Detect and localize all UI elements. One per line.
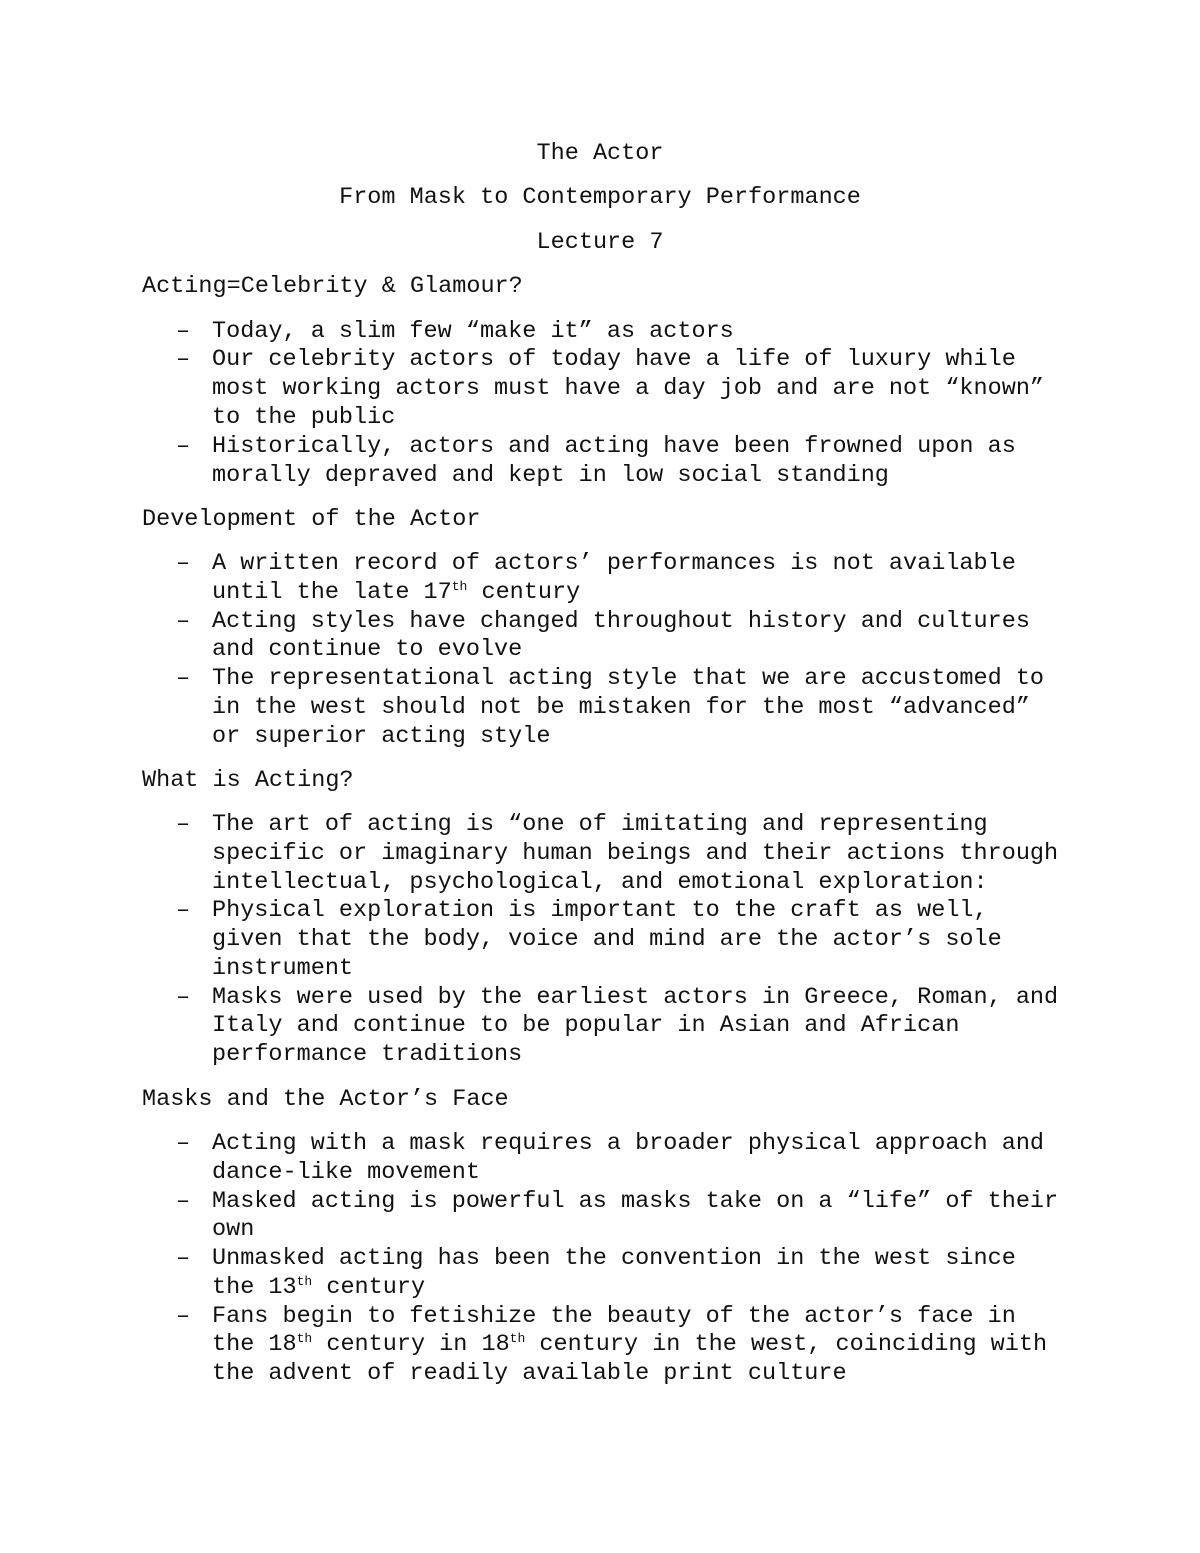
bullet-continuation: instrument bbox=[212, 955, 354, 982]
bullet-continuation: dance-like movement bbox=[212, 1159, 480, 1186]
bullet-continuation: specific or imaginary human beings and their actions through bbox=[212, 840, 1059, 867]
bullet-marker: – bbox=[176, 665, 191, 692]
bullet-marker: – bbox=[176, 984, 191, 1011]
bullet-item bbox=[176, 896, 988, 925]
bullet-marker: – bbox=[176, 433, 191, 460]
bullet-item bbox=[176, 317, 734, 346]
ordinal-superscript: th bbox=[509, 1331, 526, 1346]
bullet-marker: – bbox=[176, 1245, 191, 1272]
bullet-marker: – bbox=[176, 897, 191, 924]
bullet-marker: – bbox=[176, 550, 191, 577]
bullet-item bbox=[176, 1129, 1044, 1158]
bullet-text: The representational acting style that we are accustomed to bbox=[212, 665, 1045, 692]
bullet-marker: – bbox=[176, 346, 191, 373]
bullet-item bbox=[176, 810, 988, 839]
bullet-text: Masked acting is powerful as masks take on a “life” of their bbox=[212, 1188, 1059, 1215]
bullet-text: Masks were used by the earliest actors in Greece, Roman, and bbox=[212, 984, 1059, 1011]
bullet-text: Physical exploration is important to the craft as well, bbox=[212, 897, 988, 924]
continuation-text: century in 18 bbox=[312, 1331, 510, 1358]
bullet-continuation: Italy and continue to be popular in Asian and African bbox=[212, 1012, 960, 1039]
bullet-item bbox=[176, 549, 1016, 578]
bullet-continuation bbox=[212, 1273, 425, 1302]
bullet-text: The art of acting is “one of imitating and representing bbox=[212, 811, 988, 838]
bullet-item bbox=[176, 607, 1030, 636]
bullet-continuation: or superior acting style bbox=[212, 723, 551, 750]
continuation-text: the 18 bbox=[212, 1331, 297, 1358]
section-heading: Development of the Actor bbox=[142, 506, 481, 533]
section-heading: Acting=Celebrity & Glamour? bbox=[142, 273, 523, 300]
bullet-item bbox=[176, 1244, 1016, 1273]
bullet-continuation: given that the body, voice and mind are the actor’s sole bbox=[212, 926, 1002, 953]
lecture-number: Lecture 7 bbox=[536, 229, 664, 256]
bullet-marker: – bbox=[176, 608, 191, 635]
continuation-text: the 13 bbox=[212, 1274, 297, 1301]
bullet-text: Fans begin to fetishize the beauty of the actor’s face in bbox=[212, 1303, 1016, 1330]
bullet-item bbox=[176, 664, 1044, 693]
bullet-marker: – bbox=[176, 811, 191, 838]
continuation-text: century bbox=[312, 1274, 426, 1301]
document-title: The Actor bbox=[536, 140, 664, 167]
bullet-text: Acting with a mask requires a broader physical approach and bbox=[212, 1130, 1045, 1157]
bullet-continuation bbox=[212, 1330, 1047, 1359]
bullet-continuation: performance traditions bbox=[212, 1041, 523, 1068]
ordinal-superscript: th bbox=[296, 1331, 313, 1346]
bullet-continuation: morally depraved and kept in low social standing bbox=[212, 462, 889, 489]
continuation-text: until the late 17 bbox=[212, 579, 452, 606]
bullet-item bbox=[176, 1302, 1016, 1331]
section-heading: Masks and the Actor’s Face bbox=[142, 1086, 509, 1113]
bullet-marker: – bbox=[176, 318, 191, 345]
section-heading: What is Acting? bbox=[142, 767, 354, 794]
bullet-continuation: own bbox=[212, 1216, 255, 1243]
bullet-text: Unmasked acting has been the convention in the west since bbox=[212, 1245, 1016, 1272]
bullet-item bbox=[176, 345, 1016, 374]
bullet-continuation: the advent of readily available print culture bbox=[212, 1360, 847, 1387]
bullet-text: Our celebrity actors of today have a life of luxury while bbox=[212, 346, 1016, 373]
bullet-item bbox=[176, 983, 1058, 1012]
bullet-text: A written record of actors’ performances is not available bbox=[212, 550, 1016, 577]
bullet-continuation: to the public bbox=[212, 404, 396, 431]
bullet-text: Today, a slim few “make it” as actors bbox=[212, 318, 734, 345]
continuation-text: century bbox=[467, 579, 581, 606]
bullet-marker: – bbox=[176, 1303, 191, 1330]
bullet-item bbox=[176, 1187, 1058, 1216]
bullet-continuation: in the west should not be mistaken for the most “advanced” bbox=[212, 694, 1030, 721]
continuation-text: century in the west, coinciding with bbox=[525, 1331, 1048, 1358]
bullet-continuation bbox=[212, 578, 580, 607]
bullet-continuation: and continue to evolve bbox=[212, 636, 523, 663]
bullet-marker: – bbox=[176, 1188, 191, 1215]
document-subtitle: From Mask to Contemporary Performance bbox=[339, 184, 861, 211]
bullet-continuation: intellectual, psychological, and emotional exploration: bbox=[212, 869, 988, 896]
bullet-text: Acting styles have changed throughout history and cultures bbox=[212, 608, 1030, 635]
ordinal-superscript: th bbox=[451, 579, 468, 594]
bullet-continuation: most working actors must have a day job and are not “known” bbox=[212, 375, 1045, 402]
ordinal-superscript: th bbox=[296, 1274, 313, 1289]
bullet-text: Historically, actors and acting have been frowned upon as bbox=[212, 433, 1016, 460]
bullet-item bbox=[176, 432, 1016, 461]
bullet-marker: – bbox=[176, 1130, 191, 1157]
